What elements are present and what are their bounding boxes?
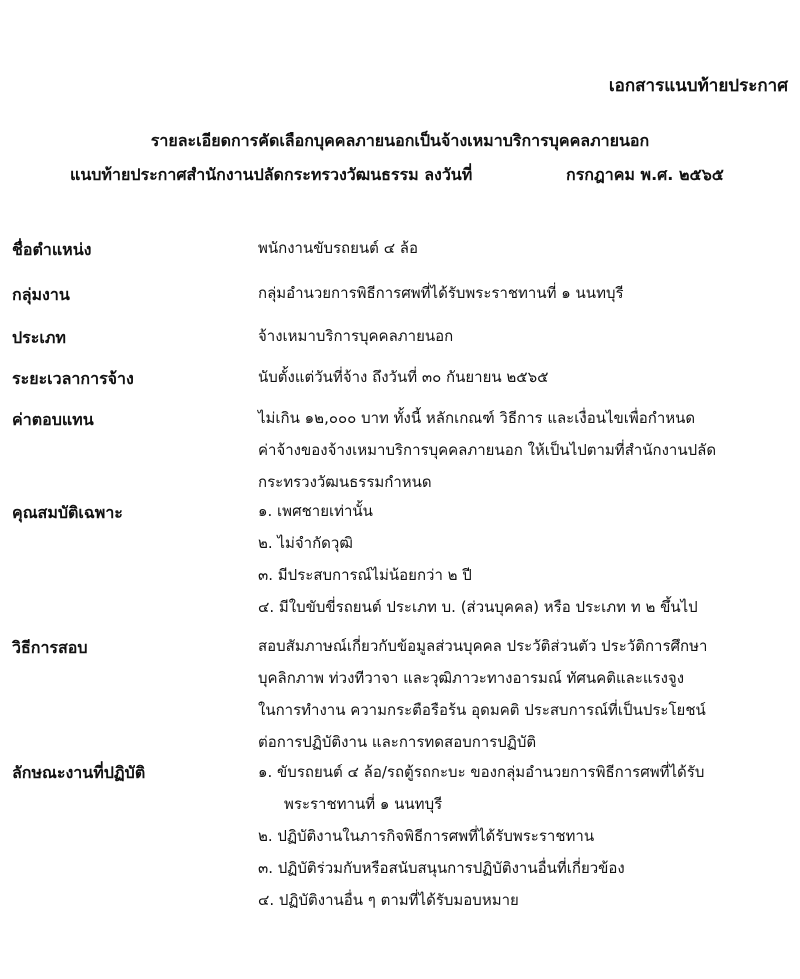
qualification-item: ๔. มีใบขับขี่รถยนต์ ประเภท บ. (ส่วนบุคคล) หรือ ประเภท ท ๒ ขึ้นไป <box>258 598 698 616</box>
duties-list <box>258 756 793 916</box>
compensation-value <box>258 402 793 498</box>
qualification-item: ๑. เพศชายเท่านั้น <box>258 502 373 520</box>
exam-line: บุคลิกภาพ ท่วงทีวาจา และวุฒิภาวะทางอารมณ์ ทัศนคติและแรงจูง <box>258 669 685 687</box>
qualification-item: ๒. ไม่จำกัดวุฒิ <box>258 534 353 552</box>
document-tag: เอกสารแนบท้ายประกาศ <box>608 76 788 96</box>
duty-item-continuation: พระราชทานที่ ๑ นนทบุรี <box>284 795 443 813</box>
duties-label: ลักษณะงานที่ปฏิบัติ <box>12 763 146 782</box>
duty-item: ๓. ปฏิบัติร่วมกับหรือสนับสนุนการปฏิบัติงานอื่นที่เกี่ยวข้อง <box>258 859 625 877</box>
compensation-label: ค่าตอบแทน <box>12 410 94 429</box>
position-value: พนักงานขับรถยนต์ ๔ ล้อ <box>258 239 419 257</box>
workgroup-value: กลุ่มอำนวยการพิธีการศพที่ได้รับพระราชทานที่ ๑ นนทบุรี <box>258 284 624 302</box>
page-subtitle: แนบท้ายประกาศสำนักงานปลัดกระทรวงวัฒนธรรม ลงวันที่ <box>70 165 473 184</box>
exam-line: ต่อการปฏิบัติงาน และการทดสอบการปฏิบัติ <box>258 733 537 751</box>
announcement-date: กรกฎาคม พ.ศ. ๒๕๖๕ <box>566 165 724 184</box>
duty-item: ๔. ปฏิบัติงานอื่น ๆ ตามที่ได้รับมอบหมาย <box>258 891 519 909</box>
qualifications-list <box>258 495 793 623</box>
compensation-line: กระทรวงวัฒนธรรมกำหนด <box>258 473 432 491</box>
qualifications-label: คุณสมบัติเฉพาะ <box>12 503 123 522</box>
exam-label: วิธีการสอบ <box>12 638 88 657</box>
exam-value <box>258 630 793 758</box>
position-label: ชื่อตำแหน่ง <box>12 240 92 259</box>
exam-line: ในการทำงาน ความกระตือรือร้น อุดมคติ ประสบการณ์ที่เป็นประโยชน์ <box>258 701 706 719</box>
type-label: ประเภท <box>12 328 66 347</box>
period-value: นับตั้งแต่วันที่จ้าง ถึงวันที่ ๓๐ กันยายน ๒๕๖๕ <box>258 368 549 386</box>
period-label: ระยะเวลาการจ้าง <box>12 369 134 388</box>
page-title: รายละเอียดการคัดเลือกบุคคลภายนอกเป็นจ้างเหมาบริการบุคคลภายนอก <box>150 131 650 150</box>
type-value: จ้างเหมาบริการบุคคลภายนอก <box>258 327 454 345</box>
workgroup-label: กลุ่มงาน <box>12 285 70 304</box>
duty-item: ๒. ปฏิบัติงานในภารกิจพิธีการศพที่ได้รับพระราชทาน <box>258 827 595 845</box>
duty-item: ๑. ขับรถยนต์ ๔ ล้อ/รถตู้รถกะบะ ของกลุ่มอำนวยการพิธีการศพที่ได้รับ <box>258 763 705 781</box>
qualification-item: ๓. มีประสบการณ์ไม่น้อยกว่า ๒ ปี <box>258 566 472 584</box>
compensation-line: ไม่เกิน ๑๒,๐๐๐ บาท ทั้งนี้ หลักเกณฑ์ วิธีการ และเงื่อนไขเพื่อกำหนด <box>258 409 696 427</box>
exam-line: สอบสัมภาษณ์เกี่ยวกับข้อมูลส่วนบุคคล ประวัติส่วนตัว ประวัติการศึกษา <box>258 637 708 655</box>
compensation-line: ค่าจ้างของจ้างเหมาบริการบุคคลภายนอก ให้เป็นไปตามที่สำนักงานปลัด <box>258 441 717 459</box>
